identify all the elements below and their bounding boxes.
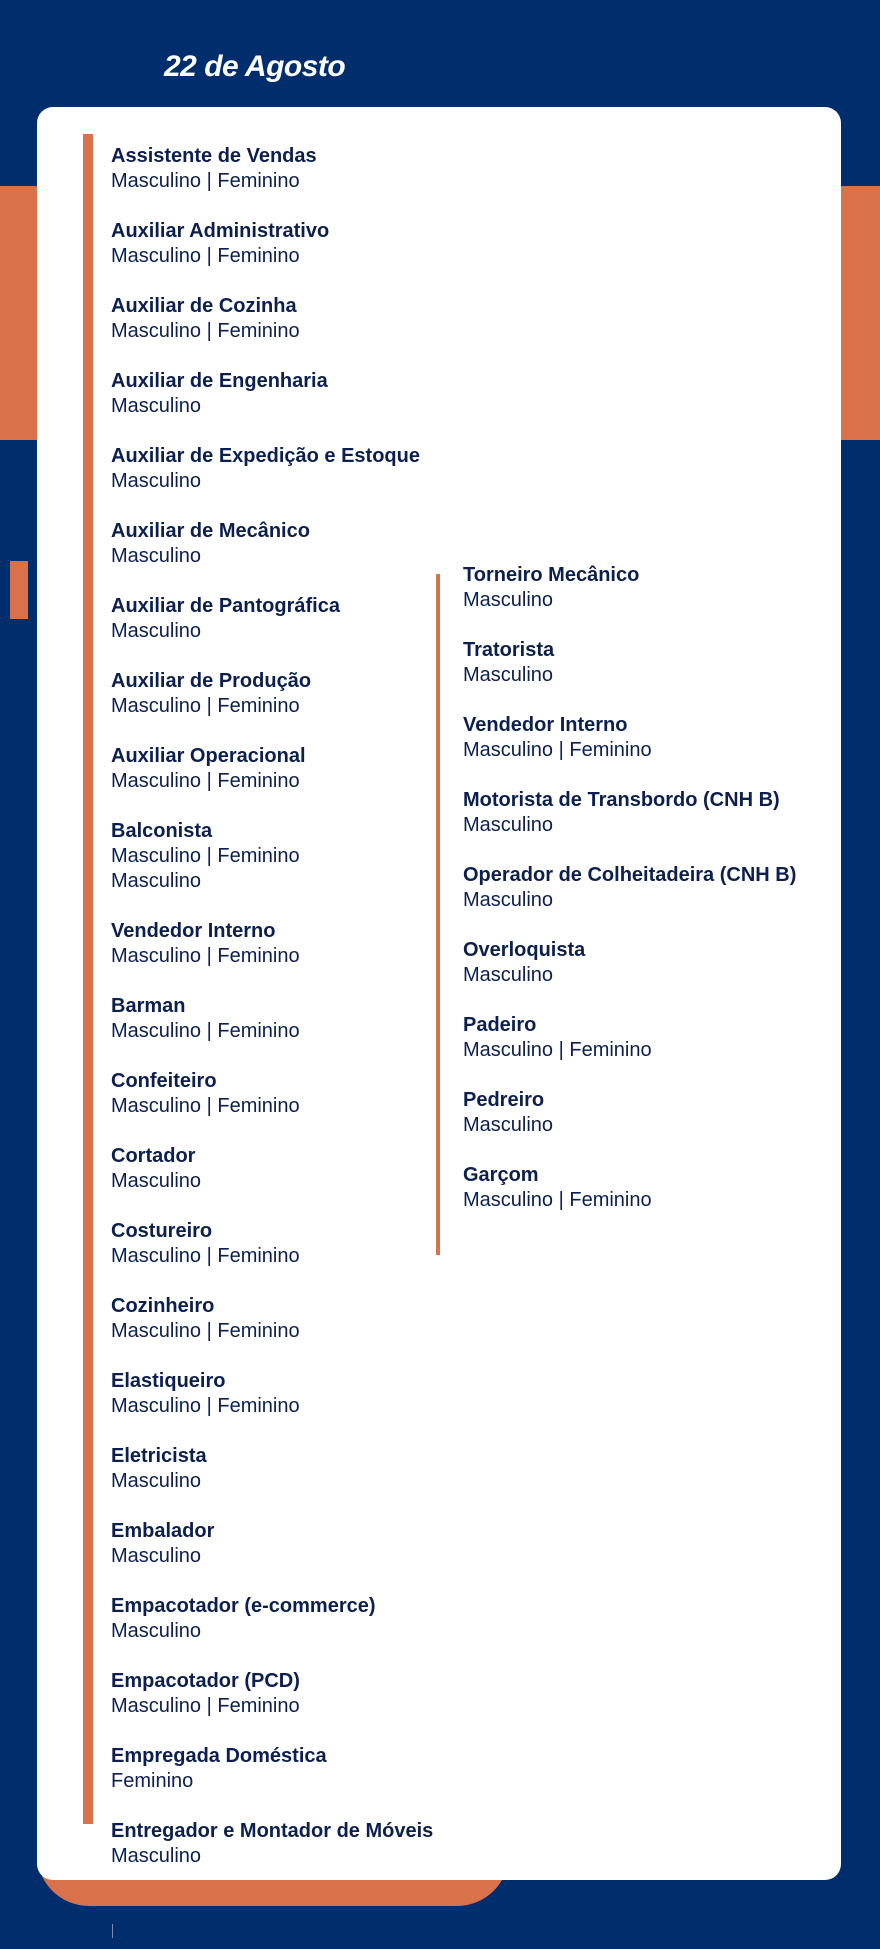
job-gender: Masculino | Feminino — [111, 320, 300, 342]
job-gender: Masculino — [463, 964, 554, 986]
job-gender: Masculino | Feminino — [111, 770, 300, 792]
job-title: Tratorista — [463, 639, 555, 661]
job-title: Auxiliar de Mecânico — [111, 520, 310, 542]
job-title: Embalador — [111, 1520, 215, 1542]
job-gender: Masculino | Feminino — [111, 1695, 300, 1717]
list-item-job — [463, 638, 796, 713]
list-item-job — [463, 788, 796, 863]
job-gender: Masculino — [463, 664, 554, 686]
job-title: Padeiro — [463, 1014, 537, 1036]
job-gender: Masculino — [111, 545, 202, 567]
job-title: Empacotador (PCD) — [111, 1670, 300, 1692]
page-title-date: 22 de Agosto — [164, 50, 346, 83]
job-title: Cortador — [111, 1145, 196, 1167]
job-gender: Masculino | Feminino — [111, 845, 300, 867]
job-gender: Masculino | Feminino — [111, 1395, 300, 1417]
job-title: Torneiro Mecânico — [463, 564, 640, 586]
list-item-job — [111, 819, 433, 919]
job-title: Auxiliar Administrativo — [111, 220, 330, 242]
list-item-job — [111, 294, 433, 369]
job-title: Auxiliar Operacional — [111, 745, 306, 767]
list-item-job — [463, 1088, 796, 1163]
list-item-job — [111, 669, 433, 744]
job-gender: Masculino — [111, 1845, 202, 1867]
job-title: Operador de Colheitadeira (CNH B) — [463, 864, 797, 886]
list-item-job — [111, 919, 433, 994]
job-title: Overloquista — [463, 939, 586, 961]
job-title: Entregador e Montador de Móveis — [111, 1820, 434, 1842]
job-gender: Masculino — [463, 589, 554, 611]
job-list-right — [463, 563, 796, 1238]
job-title: Balconista — [111, 820, 213, 842]
list-item-job — [111, 1594, 433, 1669]
job-gender: Masculino | Feminino — [111, 945, 300, 967]
list-item-job — [111, 1369, 433, 1444]
job-title: Vendedor Interno — [111, 920, 276, 942]
job-gender: Feminino — [111, 1770, 194, 1792]
job-gender: Masculino | Feminino — [111, 1320, 300, 1342]
list-item-job — [111, 1519, 433, 1594]
job-gender-extra: Masculino — [111, 870, 202, 892]
job-title: Empacotador (e-commerce) — [111, 1595, 376, 1617]
job-title: Cozinheiro — [111, 1295, 215, 1317]
list-item-job — [111, 1144, 433, 1219]
job-gender: Masculino | Feminino — [111, 245, 300, 267]
job-list-card — [37, 107, 841, 1880]
job-list-left — [111, 144, 433, 1894]
job-gender: Masculino — [111, 1620, 202, 1642]
list-item-job — [111, 594, 433, 669]
list-item-job — [463, 1013, 796, 1088]
list-item-job — [111, 1444, 433, 1519]
bottom-divider-mark — [112, 1924, 113, 1938]
job-gender: Masculino | Feminino — [463, 739, 652, 761]
left-column-accent-bar — [83, 134, 93, 1824]
job-title: Eletricista — [111, 1445, 207, 1467]
job-gender: Masculino — [111, 620, 202, 642]
job-gender: Masculino | Feminino — [111, 695, 300, 717]
job-title: Barman — [111, 995, 186, 1017]
list-item-job — [111, 444, 433, 519]
job-gender: Masculino — [111, 470, 202, 492]
job-title: Motorista de Transbordo (CNH B) — [463, 789, 780, 811]
list-item-job — [463, 863, 796, 938]
job-gender: Masculino — [111, 1470, 202, 1492]
list-item-job — [111, 1744, 433, 1819]
right-column-accent-bar — [436, 574, 440, 1255]
list-item-job — [463, 713, 796, 788]
job-gender: Masculino — [463, 889, 554, 911]
job-title: Confeiteiro — [111, 1070, 217, 1092]
job-gender: Masculino — [111, 1545, 202, 1567]
list-item-job — [111, 1294, 433, 1369]
job-gender: Masculino | Feminino — [463, 1039, 652, 1061]
job-gender: Masculino | Feminino — [463, 1189, 652, 1211]
list-item-job — [111, 1819, 433, 1894]
list-item-job — [111, 519, 433, 594]
job-title: Vendedor Interno — [463, 714, 628, 736]
list-item-job — [111, 219, 433, 294]
job-title: Elastiqueiro — [111, 1370, 226, 1392]
job-title: Auxiliar de Expedição e Estoque — [111, 445, 420, 467]
list-item-job — [111, 144, 433, 219]
job-title: Garçom — [463, 1164, 539, 1186]
job-gender: Masculino | Feminino — [111, 170, 300, 192]
job-gender: Masculino — [111, 1170, 202, 1192]
list-item-job — [111, 744, 433, 819]
job-title: Pedreiro — [463, 1089, 545, 1111]
list-item-job — [111, 1069, 433, 1144]
job-title: Empregada Doméstica — [111, 1745, 327, 1767]
job-title: Auxiliar de Produção — [111, 670, 312, 692]
job-title: Auxiliar de Cozinha — [111, 295, 297, 317]
list-item-job — [111, 994, 433, 1069]
job-gender: Masculino — [111, 395, 202, 417]
job-title: Auxiliar de Pantográfica — [111, 595, 340, 617]
job-gender: Masculino — [463, 814, 554, 836]
job-title: Auxiliar de Engenharia — [111, 370, 328, 392]
job-gender: Masculino | Feminino — [111, 1245, 300, 1267]
job-gender: Masculino — [463, 1114, 554, 1136]
list-item-job — [463, 938, 796, 1013]
job-gender: Masculino | Feminino — [111, 1020, 300, 1042]
side-accent-tab — [10, 561, 28, 619]
list-item-job — [111, 1219, 433, 1294]
job-gender: Masculino | Feminino — [111, 1095, 300, 1117]
list-item-job — [463, 563, 796, 638]
list-item-job — [463, 1163, 796, 1238]
job-title: Assistente de Vendas — [111, 145, 317, 167]
list-item-job — [111, 1669, 433, 1744]
list-item-job — [111, 369, 433, 444]
job-title: Costureiro — [111, 1220, 213, 1242]
